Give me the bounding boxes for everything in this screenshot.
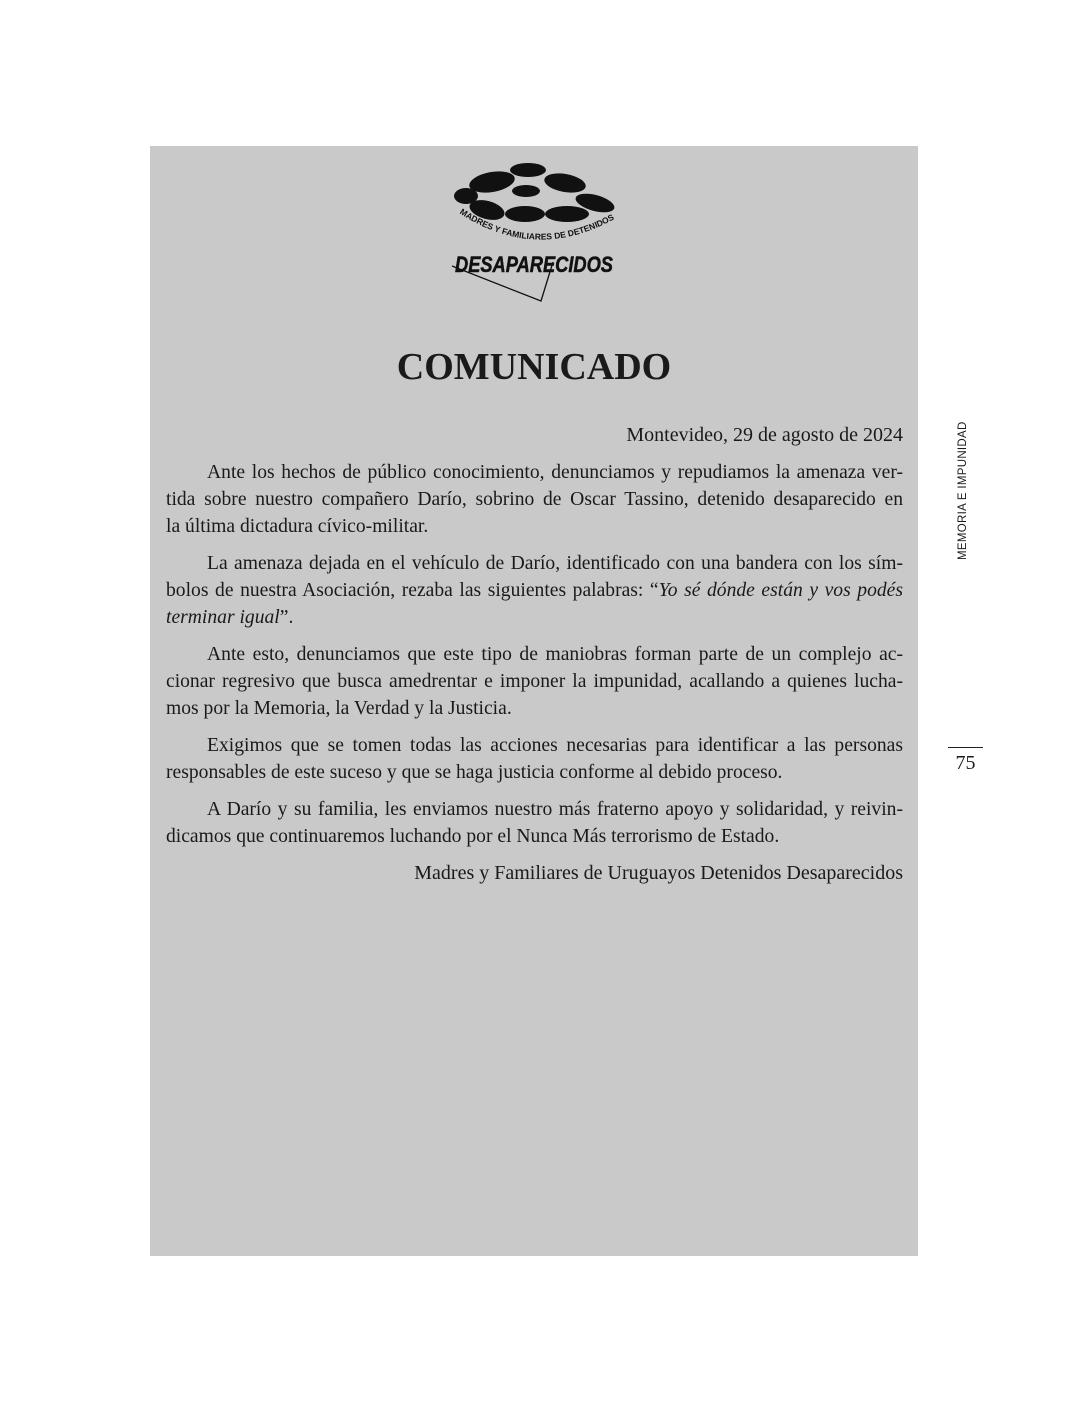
logo-petal xyxy=(545,206,589,222)
logo-petal xyxy=(510,163,546,177)
running-head: MEMORIA E IMPUNIDAD xyxy=(957,421,969,561)
logo-petal xyxy=(505,206,545,222)
logo-petal-center xyxy=(512,185,540,197)
paragraph xyxy=(166,641,903,722)
page-number: 75 xyxy=(948,747,983,776)
paragraph-line: Ante esto, denunciamos que este tipo de maniobras forman parte de un complejo ac- xyxy=(207,644,903,665)
logo-wordmark: DESAPARECIDOS xyxy=(455,252,614,277)
organization-logo xyxy=(440,155,630,310)
line-text: ”. xyxy=(279,607,294,628)
paragraph-line: La amenaza dejada en el vehículo de Darío, identificado con una bandera con los sím- xyxy=(207,553,903,574)
paragraph-line: tida sobre nuestro compañero Darío, sobrino de Oscar Tassino, detenido desaparecido en xyxy=(166,489,903,510)
paragraph-line: cionar regresivo que busca amedrentar e imponer la impunidad, acallando a quienes lucha- xyxy=(166,671,903,692)
paragraph-line: la última dictadura cívico-militar. xyxy=(166,516,429,537)
logo-arc-textpath: MADRES Y FAMILIARES DE DETENIDOS xyxy=(458,206,616,242)
quoted-threat: terminar igual xyxy=(166,607,280,628)
paragraph xyxy=(166,459,903,540)
letter-body xyxy=(166,422,903,887)
paragraph-line: A Darío y su familia, les enviamos nuestro más fraterno apoyo y solidaridad, y reivin- xyxy=(207,799,903,820)
logo-petal xyxy=(454,188,478,204)
paragraph-line xyxy=(166,577,903,604)
paragraph xyxy=(166,796,903,850)
flower-icon xyxy=(454,163,616,223)
paragraph xyxy=(166,550,903,631)
paragraph-line: responsables de este suceso y que se haga justicia conforme al debido proceso. xyxy=(166,762,783,783)
paragraph-line: Ante los hechos de público conocimiento, denunciamos y repudiamos la amenaza ver- xyxy=(207,462,903,483)
paragraph-line: mos por la Memoria, la Verdad y la Justicia. xyxy=(166,698,512,719)
logo-petal xyxy=(543,170,587,195)
page-title: COMUNICADO xyxy=(396,346,672,388)
signature: Madres y Familiares de Uruguayos Detenidos Desaparecidos xyxy=(414,862,903,884)
paragraph xyxy=(166,732,903,786)
quoted-threat: Yo sé dónde están y vos podés xyxy=(658,580,903,601)
line-text: bolos de nuestra Asociación, rezaba las siguientes palabras: “ xyxy=(166,580,659,601)
paragraph-line xyxy=(166,604,903,631)
paragraph-line: dicamos que continuaremos luchando por el Nunca Más terrorismo de Estado. xyxy=(166,826,780,847)
dateline: Montevideo, 29 de agosto de 2024 xyxy=(626,424,903,446)
paragraph-line: Exigimos que se tomen todas las acciones necesarias para identificar a las personas xyxy=(207,735,903,756)
